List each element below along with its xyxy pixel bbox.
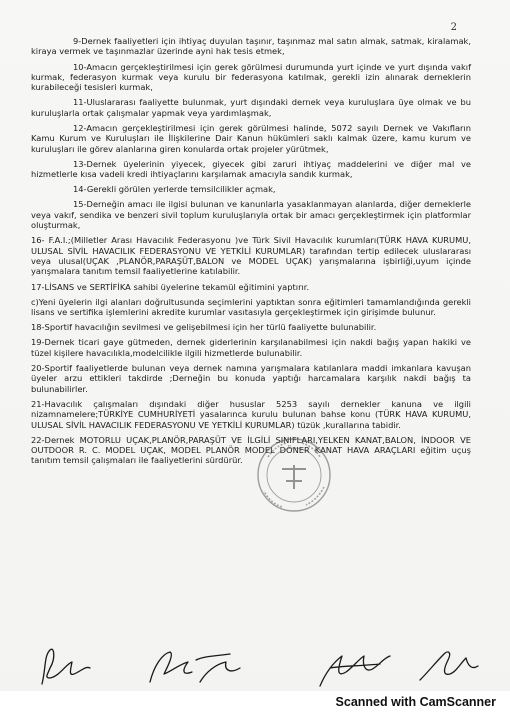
paragraph: 14-Gerekli görülen yerlerde temsilcilikler açmak, <box>73 184 276 195</box>
paragraph: 13-Dernek üyelerinin yiyecek, giyecek gibi zaruri ihtiyaç maddelerini ve diğer mal ve hizmetlerle kısa vadeli kredi ihtiyaçlarını karşılamak amacıyla sandık kurmak, <box>31 158 471 180</box>
paragraph: 9-Dernek faaliyetleri için ihtiyaç duyulan taşınır, taşınmaz mal satın almak, satmak, kiralamak, kiraya vermek ve taşınmazlar üzerinde ayni hak tesis etmek, <box>31 36 471 57</box>
document-body <box>31 36 471 471</box>
paragraph: 21-Havacılık çalışmaları dışındaki diğer hususlar 5253 sayılı dernekler kanuna ve ilgili nizamnamelere;TÜRKİYE CUMHURİYETİ yasalarınca kurulu bulunan bahse konu (TÜRK HAVA KURUMU, ULUSAL SİVİL HAVACILIK FEDERASYONU VE YETKİLİ KURUMLAR) tüzük ,kurallarına tabidir. <box>31 398 471 430</box>
association-stamp <box>254 435 334 515</box>
signatures <box>20 642 490 692</box>
paragraph: 15-Derneğin amacı ile ilgisi bulunan ve kanunlarla yasaklanmayan alanlarda, diğer derneklerle veya vakıf, sendika ve benzeri sivil toplum kuruluşlarıyla ortak bir amacı gerçekleştirmek için platformlar oluşturmak, <box>31 199 471 231</box>
paragraph: 10-Amacın gerçekleştirilmesi için gerek görülmesi durumunda yurt içinde ve yurt dışında vakıf kurmak, federasyon kurmak veya kurulu bir federasyona katılmak, gerekli izin alınarak derneklerin kurabileceği tesisleri kurmak, <box>31 61 471 93</box>
signature-2 <box>150 652 240 682</box>
paragraph: 12-Amacın gerçekleştirilmesi için gerek görülmesi halinde, 5072 sayılı Dernek ve Vakıfların Kamu Kurum ve Kuruluşları ile İlişkilerine Dair Kanun hükümleri saklı kalmak üzere, kamu kurum ve kuruluşları ile görev alanlarına giren konularda ortak projeler yürütmek, <box>31 122 471 154</box>
paragraph: 20-Sportif faaliyetlerde bulunan veya dernek namına yarışmalara katılanlara maddi imkanlara kavuşan üyeler arzu ettikleri takdirde ;Derneğin bu konuda yaptığı harcamalara karşılık nakdi bağış ta bulunabilirler. <box>31 362 471 394</box>
signature-4 <box>420 652 478 680</box>
paragraph: 22-Dernek MOTORLU UÇAK,PLANÖR,PARAŞÜT VE İLGİLİ SINIFLARI,YELKEN KANAT,BALON, İNDOOR VE OUTDOOR R. C. MODEL UÇAK, MODEL PLANÖR MODEL DÖNER KANAT HAVA ARAÇLARI eğitim uçuş tanıtım temsil çalışmaları ile faaliyetlerini sürdürür. <box>31 434 471 466</box>
paragraph: 19-Dernek ticari gaye gütmeden, dernek giderlerinin karşılanabilmesi için nakdi bağış yapan hakiki ve tüzel kişilere havacılıkla,modelcilikle ilgili hizmetlerde bulunabilir. <box>31 337 471 358</box>
signature-1 <box>42 649 90 684</box>
paragraph: c)Yeni üyelerin ilgi alanları doğrultusunda seçimlerini yaptıktan sonra eğitimleri tamamlandığında gerekli lisans ve sertifika işlemlerini akredite kurumlar vasıtasıyla gerçekleştirmek için girişimde bulunur. <box>31 296 471 318</box>
paragraph: 17-LİSANS ve SERTİFİKA sahibi üyelerine tekamül eğitimini yaptırır. <box>31 281 310 292</box>
page-number: 2 <box>450 22 457 33</box>
paragraph: 16- F.A.I.;(Milletler Arası Havacılık Federasyonu )ve Türk Sivil Havacılık kurumları(TÜRK HAVA KURUMU, ULUSAL SİVİL HAVACILIK FEDERASYONU VE YETKİLİ KURUMLAR) tarafından tertip edilecek uluslararası veya ulusal(UÇAK ,PLANÖR,PARAŞÜT,BALON ve MODEL UÇAK) yarışmalarına işbirliği,uyum içinde yarışmalara tanıtım temsil faaliyetlerine katılabilir. <box>31 235 471 277</box>
paragraph: 18-Sportif havacılığın sevilmesi ve gelişebilmesi için her türlü faaliyette bulunabilir. <box>31 322 377 333</box>
scanner-footer <box>0 691 510 719</box>
paragraph: 11-Uluslararası faaliyette bulunmak, yurt dışındaki dernek veya kuruluşlara üye olmak ve bu kuruluşlarla ortak çalışmalar yapmak veya yardımlaşmak, <box>31 97 471 118</box>
signature-3 <box>320 656 390 686</box>
scanner-watermark: Scanned with CamScanner <box>335 695 496 709</box>
